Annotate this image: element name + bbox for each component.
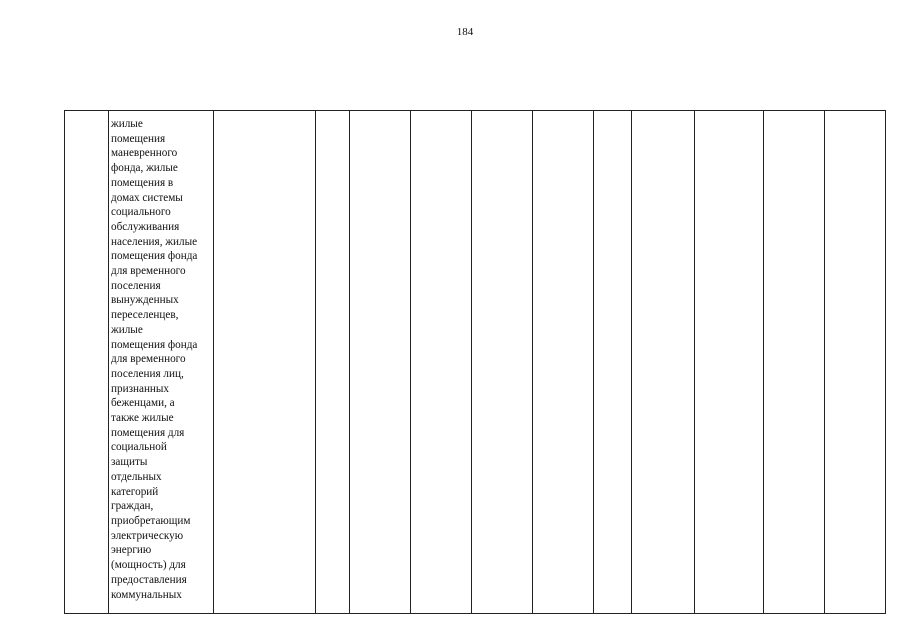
description-line: беженцами, а [111, 397, 175, 410]
description-line: (мощность) для [111, 559, 186, 572]
table-cell [411, 111, 472, 614]
table-cell [472, 111, 533, 614]
description-line: защиты [111, 456, 148, 469]
description-line: помещения фонда [111, 250, 198, 263]
table-cell [214, 111, 316, 614]
table-cell [632, 111, 695, 614]
table-cell [764, 111, 825, 614]
description-line: энергию [111, 544, 152, 557]
description-line: фонда, жилые [111, 162, 178, 175]
description-line: категорий [111, 485, 159, 498]
description-line: переселенцев, [111, 309, 179, 322]
description-line: жилые [111, 118, 143, 130]
description-line: электрическую [111, 529, 184, 542]
description-line: приобретающим [111, 514, 191, 527]
description-line: помещения для [111, 426, 185, 439]
description-line: признанных [111, 382, 170, 395]
table-cell-description [109, 111, 214, 614]
page-number: 184 [456, 26, 474, 38]
description-text [109, 111, 213, 602]
description-line: обслуживания [111, 220, 180, 233]
description-line: жилые [111, 323, 143, 336]
description-line: социального [111, 206, 171, 219]
description-line: граждан, [111, 500, 154, 513]
table-cell-number [65, 111, 109, 614]
description-line: отдельных [111, 470, 162, 483]
tariff-table [64, 110, 886, 614]
description-line: социальной [111, 441, 167, 454]
description-line: поселения [111, 279, 161, 292]
description-line: маневренного [111, 147, 178, 160]
description-line: помещения фонда [111, 338, 198, 351]
table-row [65, 111, 886, 614]
description-line: населения, жилые [111, 235, 198, 248]
table-cell [825, 111, 886, 614]
description-line: помещения [111, 132, 166, 145]
description-line: для временного [111, 265, 186, 278]
description-line: также жилые [111, 412, 174, 425]
table-cell [350, 111, 411, 614]
table-cell [594, 111, 632, 614]
description-line: поселения лиц, [111, 367, 184, 380]
table-cell [533, 111, 594, 614]
description-line: предоставления [111, 573, 187, 586]
table-cell [695, 111, 764, 614]
description-line: помещения в [111, 176, 174, 189]
description-line: для временного [111, 353, 186, 366]
description-line: вынужденных [111, 294, 179, 307]
table-cell [316, 111, 350, 614]
description-line: домах системы [111, 191, 183, 204]
description-line: коммунальных [111, 588, 182, 601]
